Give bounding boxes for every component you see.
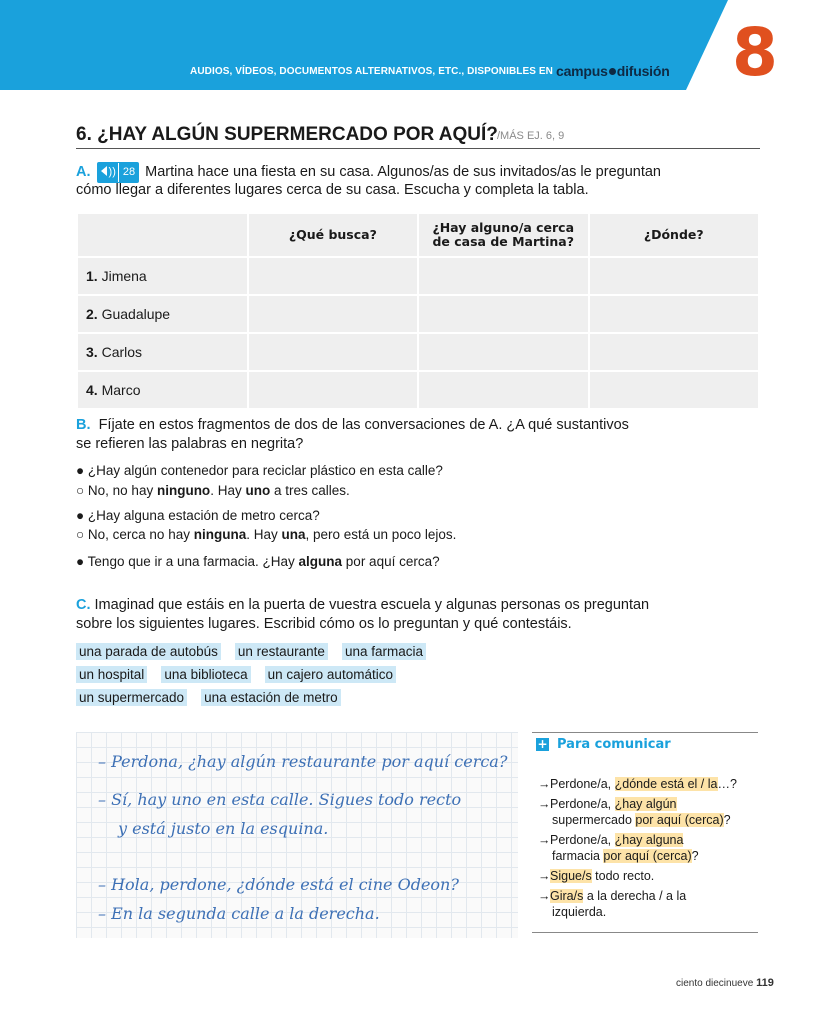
phrase-text: …?: [717, 777, 737, 791]
table-cell-nearby[interactable]: [419, 258, 588, 294]
part-c-line2: sobre los siguientes lugares. Escribid cómo os lo preguntan y qué contestáis.: [76, 616, 572, 632]
table-cell-what[interactable]: [249, 258, 417, 294]
notebook-example: [76, 732, 518, 938]
para-comunicar-bottom-rule: [532, 932, 758, 933]
logo-mark-icon: [609, 68, 616, 75]
header-banner-text: AUDIOS, VÍDEOS, DOCUMENTOS ALTERNATIVOS, ETC., DISPONIBLES EN: [190, 66, 553, 77]
section-divider: [76, 148, 760, 149]
table-header-what: ¿Qué busca?: [249, 214, 417, 256]
logo-left: campus: [556, 63, 608, 79]
phrase-item: [538, 796, 731, 828]
phrase-highlight: ¿hay alguna: [614, 833, 684, 847]
phrase-text: Perdone/a,: [550, 777, 615, 791]
part-a-letter: A.: [76, 164, 91, 180]
phrase-item: [538, 832, 699, 864]
dialogue-2-answer: ○ No, cerca no hay ninguna. Hay una, pero está un poco lejos.: [76, 527, 457, 542]
phrase-text: ?: [691, 849, 699, 863]
phrase-text: ?: [723, 813, 731, 827]
dialogue-1-answer: ○ No, no hay ninguno. Hay uno a tres calles.: [76, 483, 350, 498]
place-chip: una biblioteca: [161, 666, 250, 683]
table-row-name: [78, 372, 247, 408]
table-cell-where[interactable]: [590, 334, 759, 370]
places-row-2: [76, 666, 410, 683]
place-chip: un restaurante: [235, 643, 328, 660]
place-chip: una farmacia: [342, 643, 426, 660]
row-name: Guadalupe: [101, 306, 171, 322]
dialogue-text: . Hay: [246, 527, 282, 542]
page-footer: [676, 977, 774, 989]
table-cell-where[interactable]: [590, 372, 759, 408]
dialogue-1-question: ● ¿Hay algún contenedor para reciclar plástico en esta calle?: [76, 463, 443, 478]
audio-button[interactable]: )) 28: [97, 162, 140, 183]
dialogue-text: ¿Hay algún contenedor para reciclar plástico en esta calle?: [87, 463, 443, 478]
page-number-words: ciento diecinueve: [676, 978, 754, 989]
phrase-highlight: Gira/s: [550, 889, 584, 903]
handwritten-line: – Sí, hay uno en esta calle. Sigues todo recto: [98, 790, 462, 809]
table-cell-what[interactable]: [249, 296, 417, 332]
dialogue-2-question: ● ¿Hay alguna estación de metro cerca?: [76, 508, 320, 523]
table-row-name: [78, 334, 247, 370]
part-a-instructions: [76, 162, 661, 183]
dialogue-text: Tengo que ir a una farmacia. ¿Hay: [87, 554, 299, 569]
row-name: Marco: [101, 382, 141, 398]
page-number: 119: [756, 977, 774, 989]
place-chip: una parada de autobús: [76, 643, 221, 660]
places-row-1: [76, 643, 440, 660]
place-chip: un cajero automático: [265, 666, 396, 683]
table-header-row: [78, 214, 758, 256]
table-header-nearby: [419, 214, 588, 256]
table-cell-nearby[interactable]: [419, 296, 588, 332]
phrase-text: farmacia: [552, 849, 604, 863]
places-row-3: [76, 689, 355, 706]
bold-word: ninguno: [156, 483, 211, 498]
table-row-name: [78, 258, 247, 294]
part-c-instructions-l1: [76, 596, 649, 615]
logo-right: difusión: [616, 63, 670, 79]
table-row: [78, 296, 758, 332]
row-name: Jimena: [101, 268, 147, 284]
handwritten-line: y está justo en la esquina.: [118, 819, 329, 838]
table-cell-nearby[interactable]: [419, 334, 588, 370]
table-header-where: ¿Dónde?: [590, 214, 759, 256]
dialogue-3: ● Tengo que ir a una farmacia. ¿Hay alguna por aquí cerca?: [76, 554, 440, 569]
table-row-name: [78, 296, 247, 332]
dialogue-text: por aquí cerca?: [342, 554, 440, 569]
arrow-icon: →: [538, 833, 551, 847]
table-cell-where[interactable]: [590, 296, 759, 332]
section-title: 6. ¿HAY ALGÚN SUPERMERCADO POR AQUÍ?: [76, 124, 498, 145]
table-row: [78, 334, 758, 370]
bold-word: una: [281, 527, 306, 542]
table-header-nearby-l2: de casa de Martina?: [432, 234, 574, 249]
arrow-icon: →: [538, 777, 551, 791]
phrase-highlight: ¿dónde está el / la: [614, 777, 718, 791]
row-name: Carlos: [101, 344, 143, 360]
row-number: 2.: [86, 306, 98, 322]
handwritten-line: – En la segunda calle a la derecha.: [98, 904, 380, 923]
arrow-icon: →: [538, 797, 551, 811]
bold-word: uno: [245, 483, 271, 498]
handwritten-line: – Hola, perdone, ¿dónde está el cine Odeon?: [98, 875, 459, 894]
phrase-highlight: Sigue/s: [550, 869, 592, 883]
phrase-text: supermercado: [552, 813, 636, 827]
campus-difusion-logo[interactable]: [556, 63, 670, 79]
phrase-text: Perdone/a,: [550, 797, 615, 811]
dialogue-text: , pero está un poco lejos.: [305, 527, 457, 542]
phrase-highlight: por aquí (cerca): [635, 813, 724, 827]
part-c-letter: C.: [76, 597, 91, 613]
table-cell-nearby[interactable]: [419, 372, 588, 408]
table-header-nearby-l1: ¿Hay alguno/a cerca: [432, 220, 575, 235]
part-a-line2: cómo llegar a diferentes lugares cerca de su casa. Escucha y completa la tabla.: [76, 182, 589, 198]
dialogue-text: No, cerca no hay: [87, 527, 194, 542]
part-b-instructions-l1: [76, 416, 629, 435]
phrase-text: todo recto.: [591, 869, 655, 883]
dialogue-text: . Hay: [210, 483, 246, 498]
phrase-item: [538, 888, 686, 920]
part-a-line1: Martina hace una fiesta en su casa. Algunos/as de sus invitados/as le preguntan: [145, 164, 661, 180]
bold-word: alguna: [298, 554, 343, 569]
table-cell-where[interactable]: [590, 258, 759, 294]
place-chip: un hospital: [76, 666, 147, 683]
bold-word: ninguna: [193, 527, 247, 542]
phrase-highlight: ¿hay algún: [614, 797, 677, 811]
part-b-line2: se refieren las palabras en negrita?: [76, 436, 304, 452]
para-comunicar-title: [536, 737, 671, 752]
table-row: [78, 258, 758, 294]
phrase-text: a la derecha / a la: [583, 889, 687, 903]
plus-icon: +: [537, 737, 548, 751]
para-comunicar-top-rule: [532, 732, 758, 733]
phrase-text: izquierda.: [552, 905, 607, 919]
phrase-highlight: por aquí (cerca): [603, 849, 692, 863]
place-chip: un supermercado: [76, 689, 187, 706]
table-cell-what[interactable]: [249, 372, 417, 408]
row-number: 1.: [86, 268, 98, 284]
dialogue-text: ¿Hay alguna estación de metro cerca?: [87, 508, 320, 523]
phrase-item: [538, 868, 654, 884]
table-cell-what[interactable]: [249, 334, 417, 370]
part-b-line1: Fíjate en estos fragmentos de dos de las conversaciones de A. ¿A qué sustantivos: [98, 417, 629, 433]
dialogue-text: a tres calles.: [270, 483, 350, 498]
arrow-icon: →: [538, 889, 551, 903]
part-c-line1: Imaginad que estáis en la puerta de vuestra escuela y algunas personas os preguntan: [94, 597, 650, 613]
section-exercise-ref[interactable]: /MÁS EJ. 6, 9: [497, 130, 565, 142]
phrase-item: [538, 776, 737, 792]
part-b-letter: B.: [76, 417, 91, 433]
dialogue-text: No, no hay: [87, 483, 157, 498]
para-comunicar-title-text: Para comunicar: [557, 737, 671, 752]
table-row: [78, 372, 758, 408]
listening-table: [76, 212, 760, 410]
unit-number: 8: [732, 14, 778, 91]
phrase-text: Perdone/a,: [550, 833, 615, 847]
row-number: 4.: [86, 382, 98, 398]
arrow-icon: →: [538, 869, 551, 883]
audio-track-number: 28: [118, 163, 135, 182]
table-header-empty: [78, 214, 247, 256]
handwritten-line: – Perdona, ¿hay algún restaurante por aquí cerca?: [98, 752, 508, 771]
speaker-icon: [101, 166, 107, 176]
place-chip: una estación de metro: [201, 689, 341, 706]
row-number: 3.: [86, 344, 98, 360]
